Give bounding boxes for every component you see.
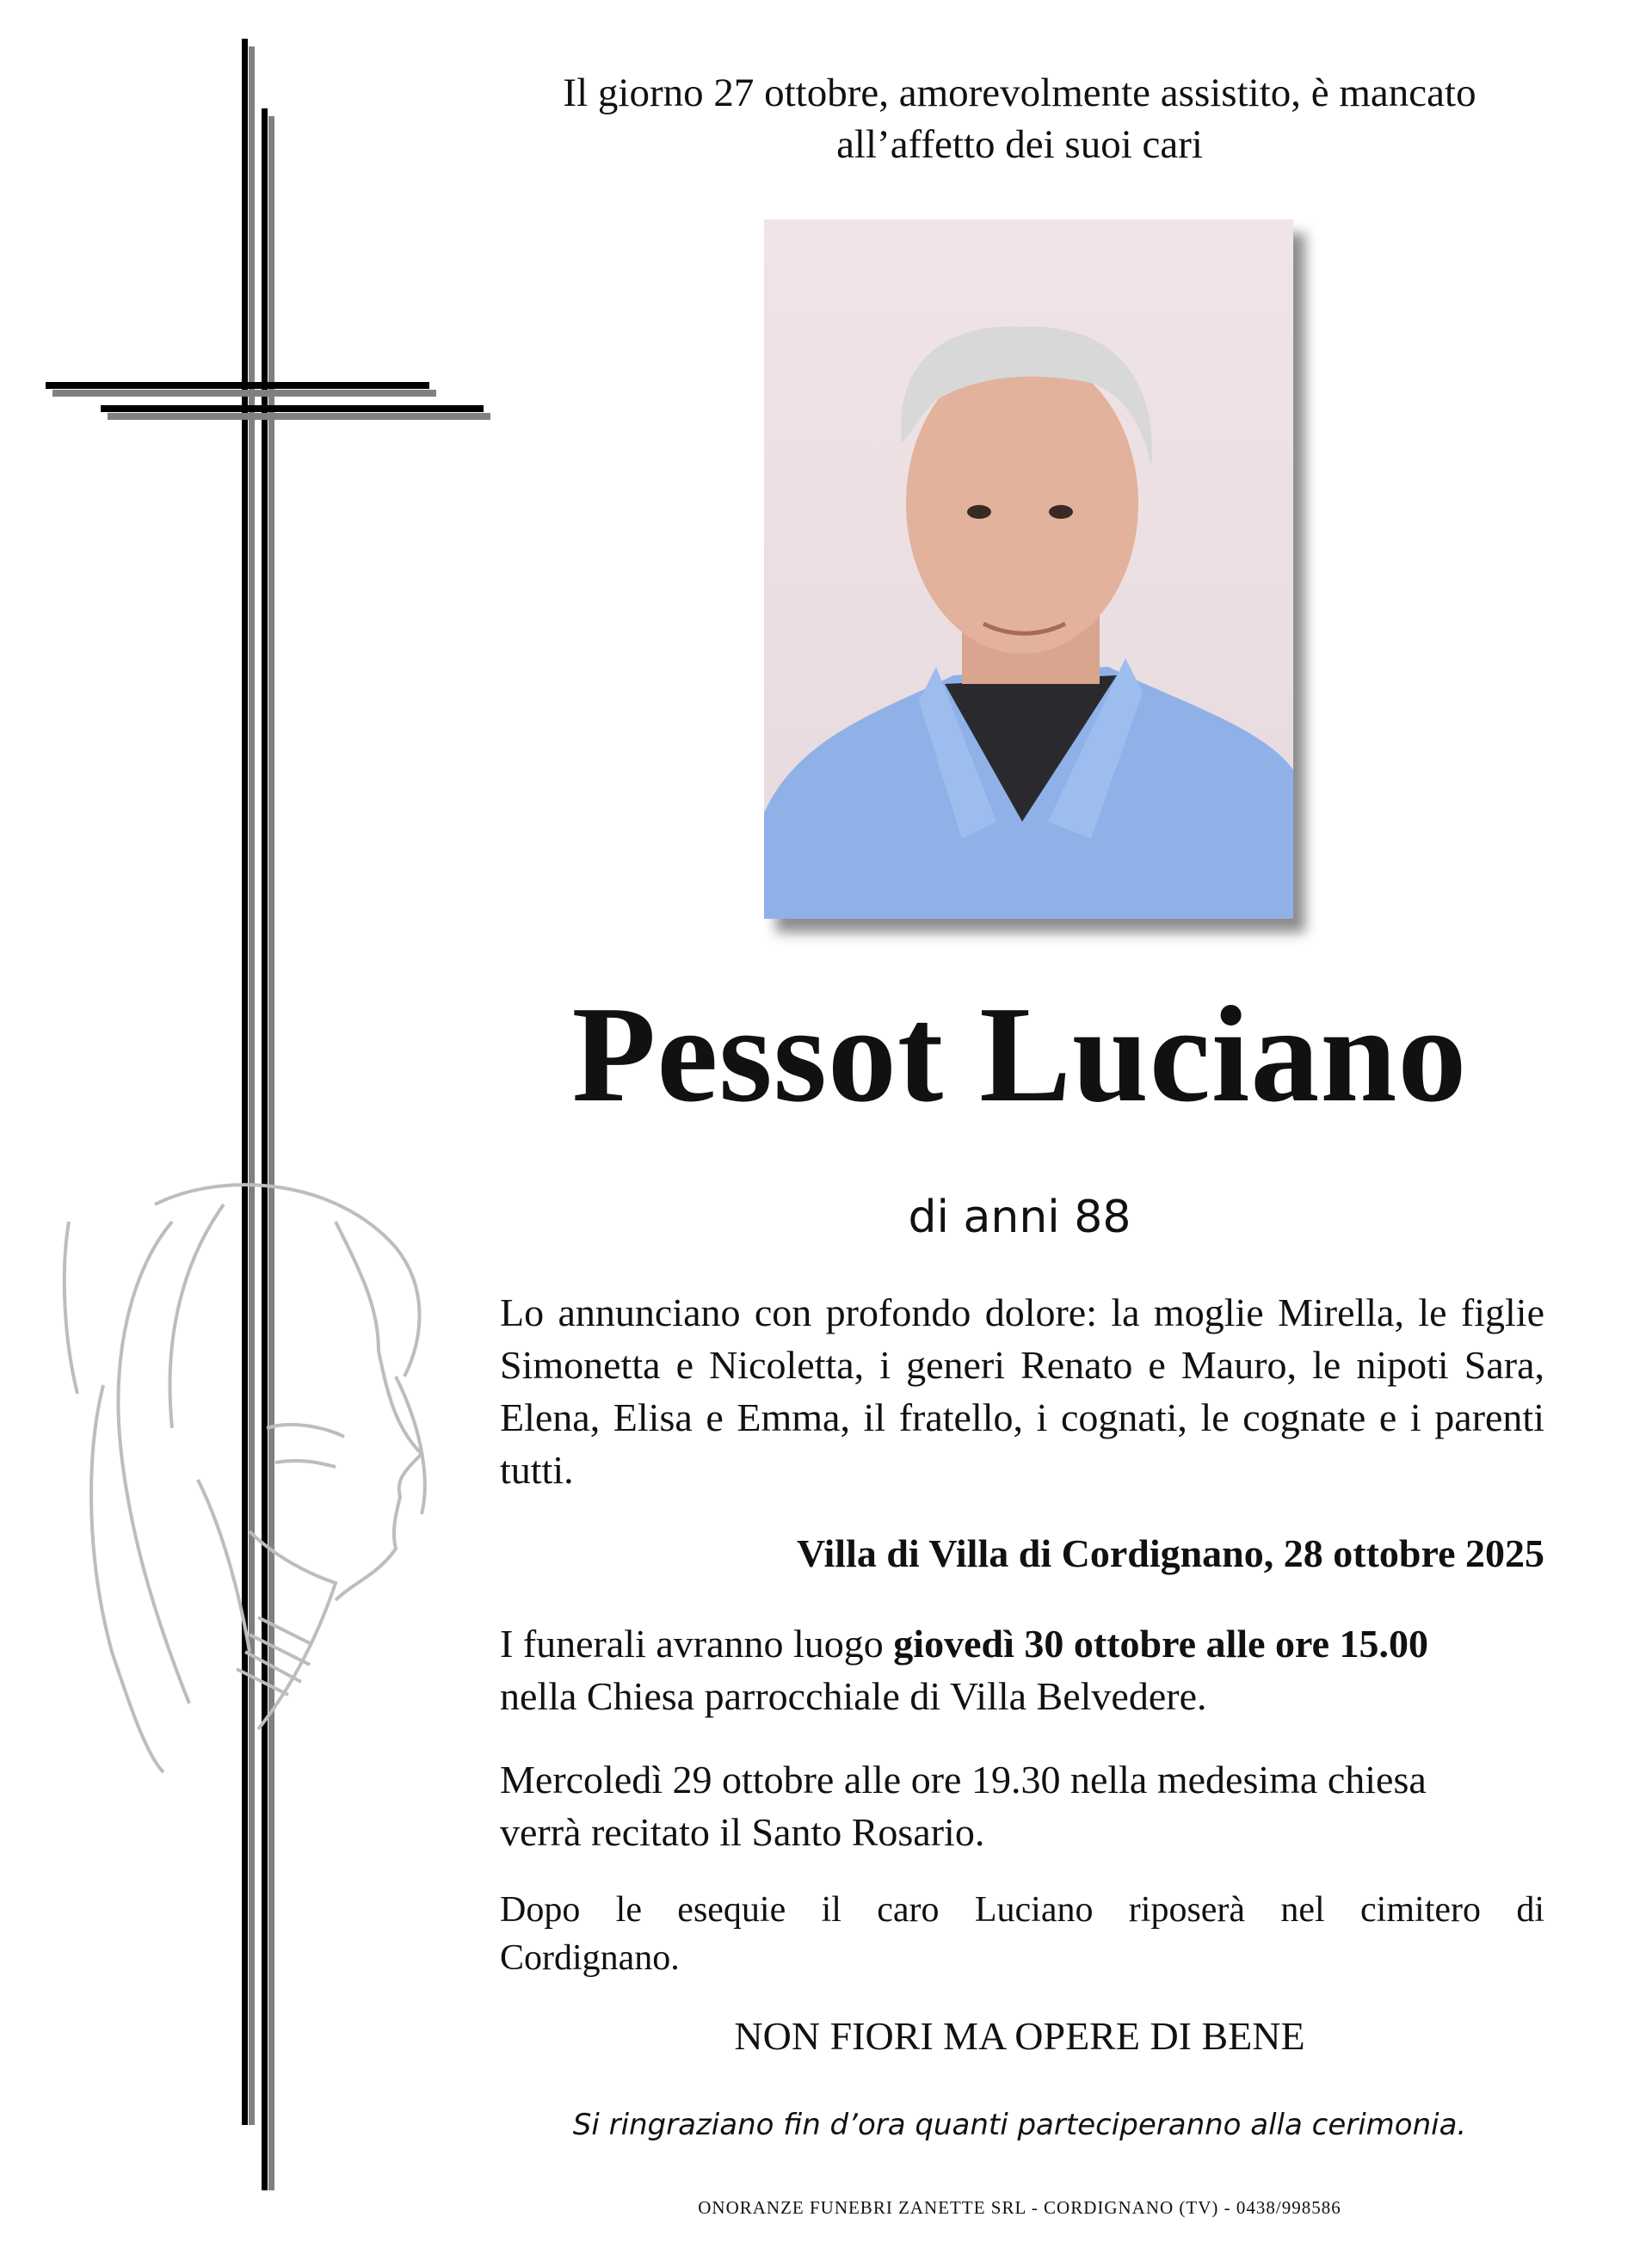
intro-line-2: all’affetto dei suoi cari <box>836 122 1203 167</box>
deceased-name: Pessot Luciano <box>571 977 1468 1130</box>
funeral-prefix: I funerali avranno luogo <box>500 1622 894 1666</box>
intro-line-1: Il giorno 27 ottobre, amorevolmente assistito, è mancato <box>563 71 1476 115</box>
funeral-info <box>500 1617 1544 1722</box>
funeral-when: giovedì 30 ottobre alle ore 15.00 <box>893 1622 1429 1666</box>
announcement-text: Lo annunciano con profondo dolore: la moglie Mirella, le figlie Simonetta e Nicoletta, i generi Renato e Mauro, le nipoti Sara, Elena, Elisa e Emma, il fratello, i cognati, le cognate e i parenti tutti. <box>500 1290 1544 1492</box>
rosary-info <box>500 1753 1544 1858</box>
burial-line-2: Cordignano. <box>500 1938 680 1978</box>
no-flowers-note: NON FIORI MA OPERE DI BENE <box>734 2014 1305 2058</box>
intro-text <box>482 67 1557 170</box>
funeral-where: nella Chiesa parrocchiale di Villa Belvedere. <box>500 1674 1207 1718</box>
deceased-age: di anni 88 <box>908 1192 1131 1243</box>
burial-info <box>500 1886 1544 1982</box>
christ-sketch-icon <box>52 1170 439 1789</box>
rosary-line-1: Mercoledì 29 ottobre alle ore 19.30 nella medesima chiesa <box>500 1758 1427 1801</box>
rosary-line-2: verrà recitato il Santo Rosario. <box>500 1810 985 1854</box>
funeral-home-footer: ONORANZE FUNEBRI ZANETTE SRL - CORDIGNANO (TV) - 0438/998586 <box>698 2197 1341 2218</box>
burial-line-1: Dopo le esequie il caro Luciano riposerà nel cimitero di <box>500 1890 1544 1930</box>
portrait-photo <box>764 219 1293 919</box>
place-date: Villa di Villa di Cordignano, 28 ottobre 2025 <box>797 1531 1544 1575</box>
thanks-note: Si ringraziano fin d’ora quanti parteciperanno alla cerimonia. <box>572 2108 1467 2142</box>
